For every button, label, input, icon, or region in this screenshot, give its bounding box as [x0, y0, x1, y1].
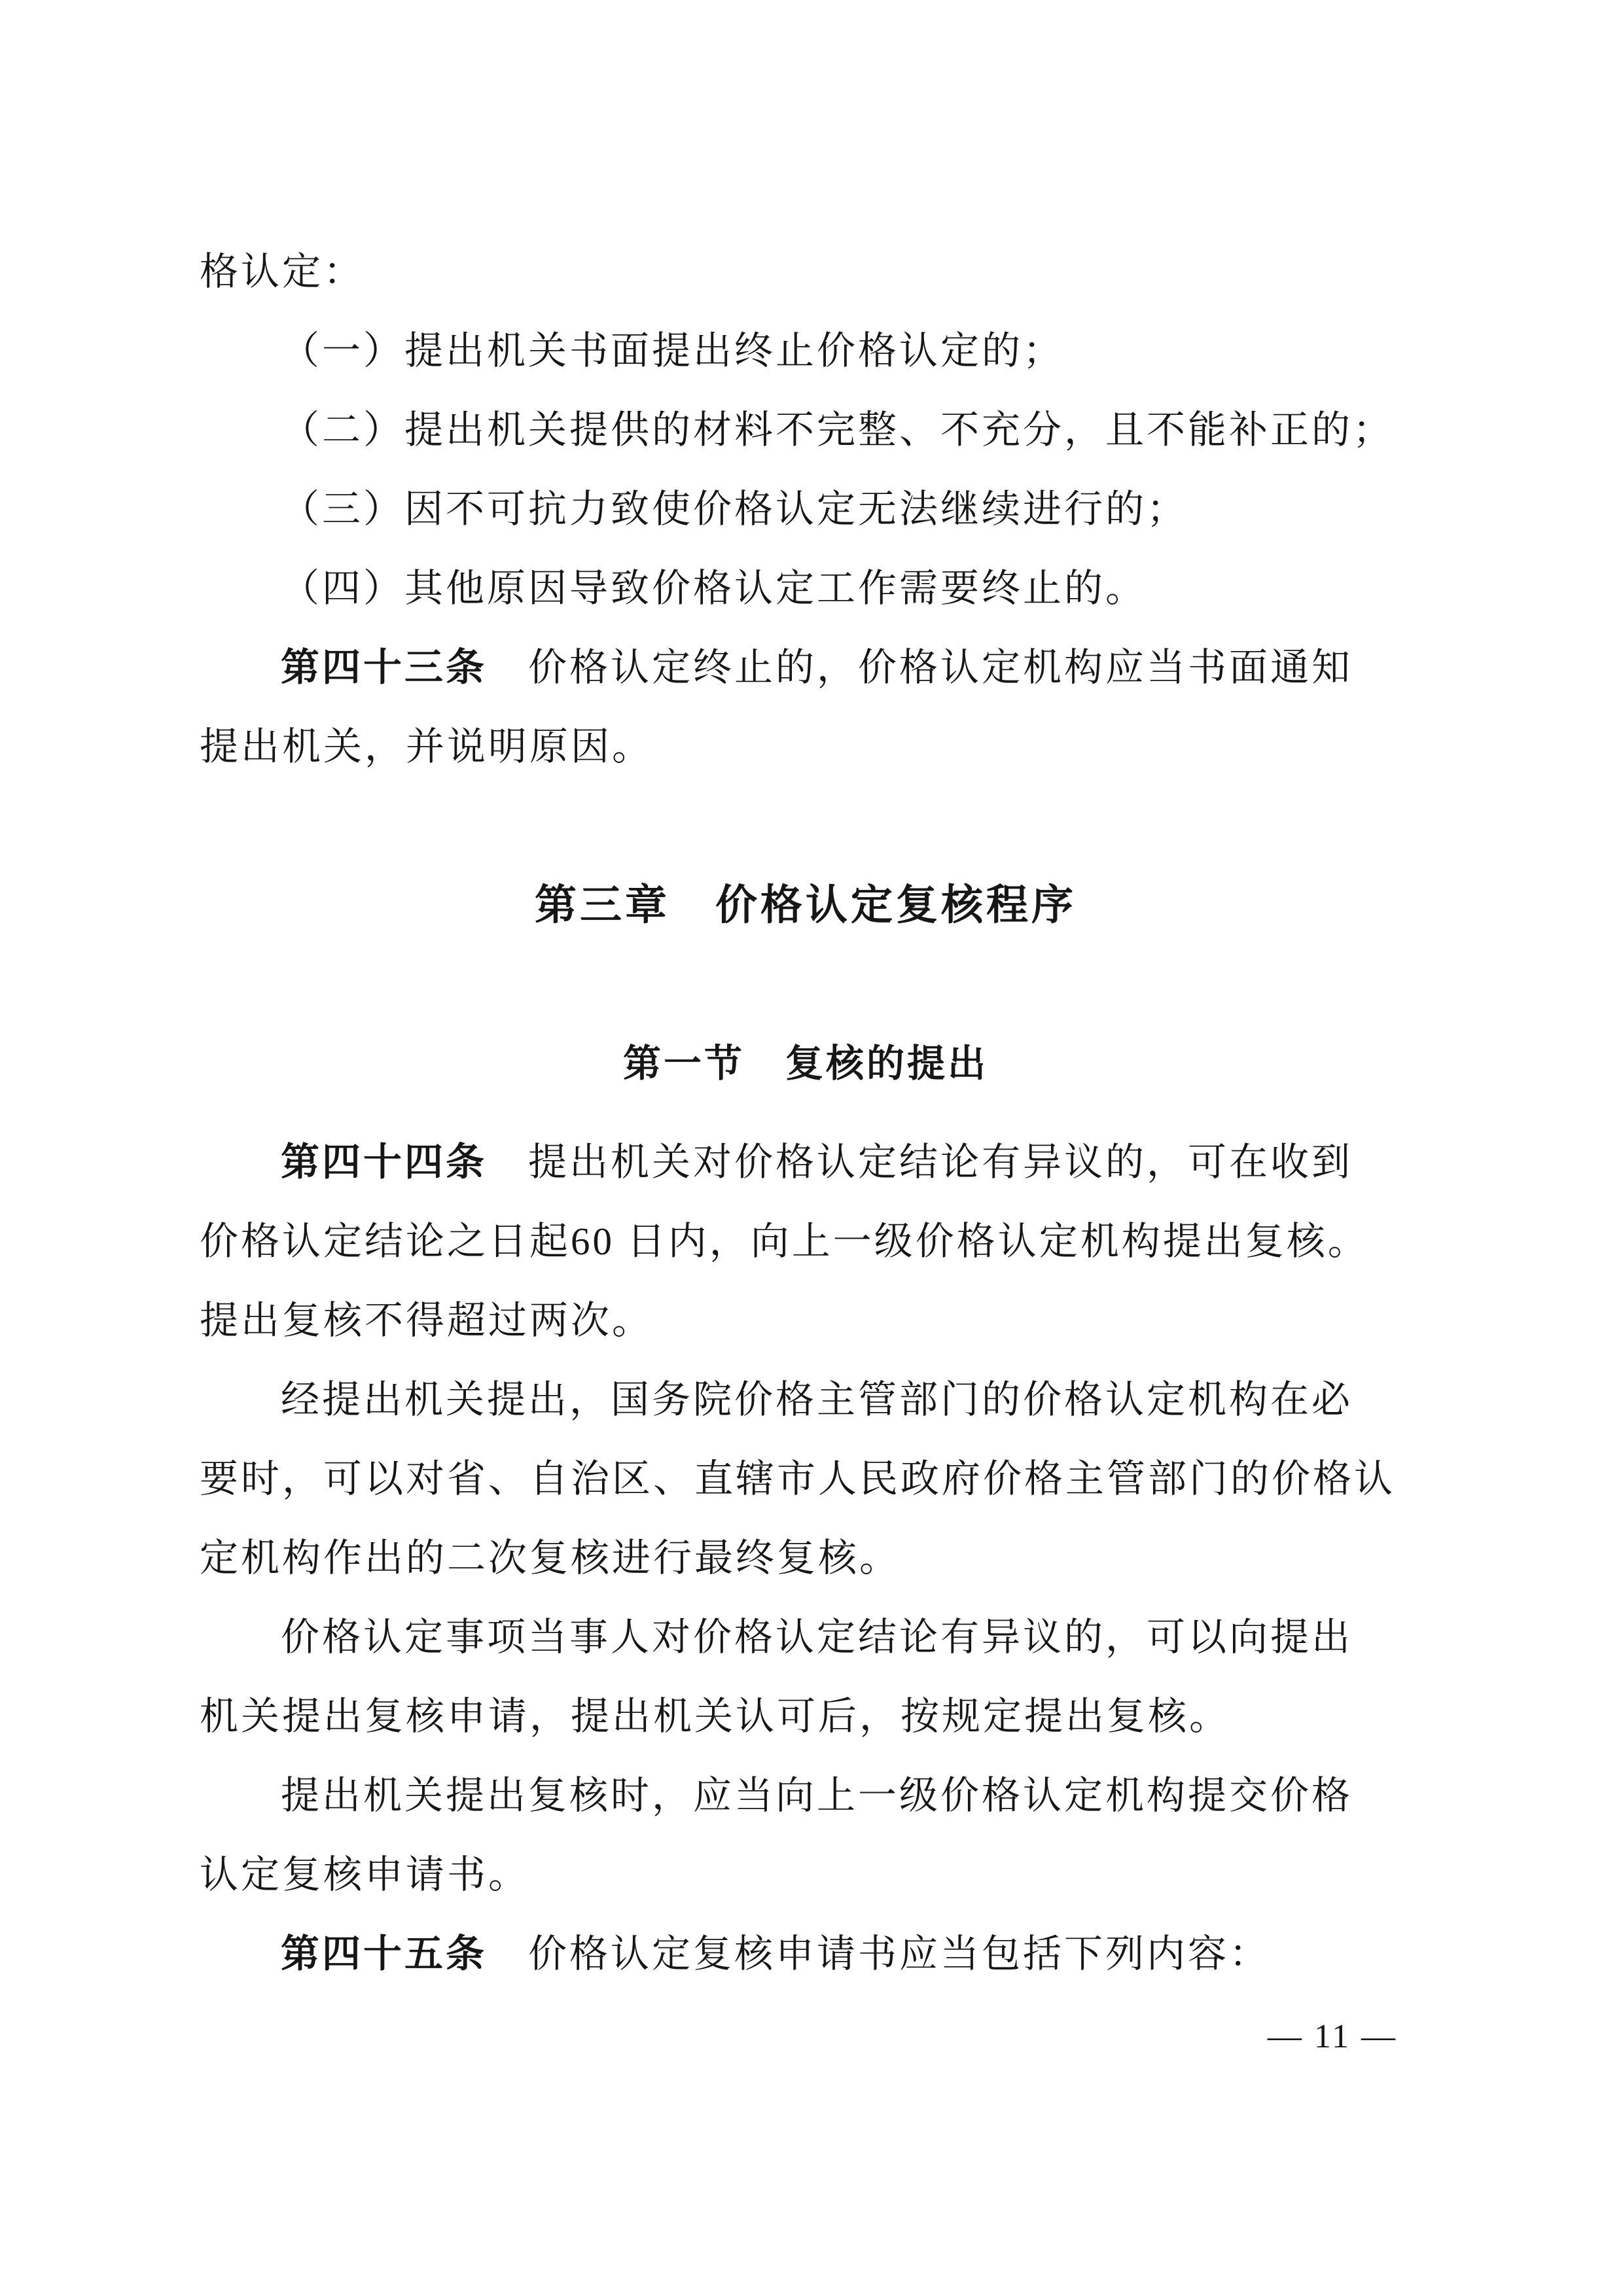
body-line: （二）提出机关提供的材料不完整、不充分，且不能补正的； [281, 408, 1395, 451]
body-line: （四）其他原因导致价格认定工作需要终止的。 [281, 567, 1147, 610]
body-line: 要时，可以对省、自治区、直辖市人民政府价格主管部门的价格认 [200, 1457, 1396, 1500]
body-line: （三）因不可抗力致使价格认定无法继续进行的； [281, 487, 1188, 531]
body-line: 认定复核申请书。 [200, 1853, 530, 1896]
document-text-block [200, 232, 1412, 1994]
section-heading: 第一节 复核的提出 [622, 1042, 988, 1085]
article-line: 第四十四条 提出机关对价格认定结论有异议的，可在收到 [281, 1140, 1353, 1184]
article-number: 第四十四条 [281, 1140, 488, 1184]
article-number: 第四十三条 [281, 646, 488, 689]
body-line: 提出复核不得超过两次。 [200, 1299, 654, 1342]
body-line: （一）提出机关书面提出终止价格认定的； [281, 329, 1065, 372]
body-line: 提出机关提出复核时，应当向上一级价格认定机构提交价格 [281, 1774, 1353, 1817]
article-line: 第四十五条 价格认定复核申请书应当包括下列内容： [281, 1932, 1271, 1975]
article-number: 第四十五条 [281, 1932, 488, 1975]
body-line: 经提出机关提出，国务院价格主管部门的价格认定机构在必 [281, 1378, 1353, 1421]
page-number: — 11 — [1267, 2018, 1397, 2055]
body-line: 价格认定结论之日起60 日内，向上一级价格认定机构提出复核。 [200, 1220, 1369, 1263]
blank-line [200, 786, 1412, 866]
blank-line [200, 945, 1412, 1024]
body-line: 提出机关，并说明原因。 [200, 725, 654, 768]
body-line: 价格认定事项当事人对价格认定结论有异议的，可以向提出 [281, 1616, 1353, 1659]
article-line: 第四十三条 价格认定终止的，价格认定机构应当书面通知 [281, 646, 1353, 689]
body-line: 格认定： [200, 250, 365, 293]
body-line: 定机构作出的二次复核进行最终复核。 [200, 1536, 901, 1580]
chapter-heading: 第三章 价格认定复核程序 [535, 881, 1077, 928]
body-line: 机关提出复核申请，提出机关认可后，按规定提出复核。 [200, 1695, 1231, 1738]
